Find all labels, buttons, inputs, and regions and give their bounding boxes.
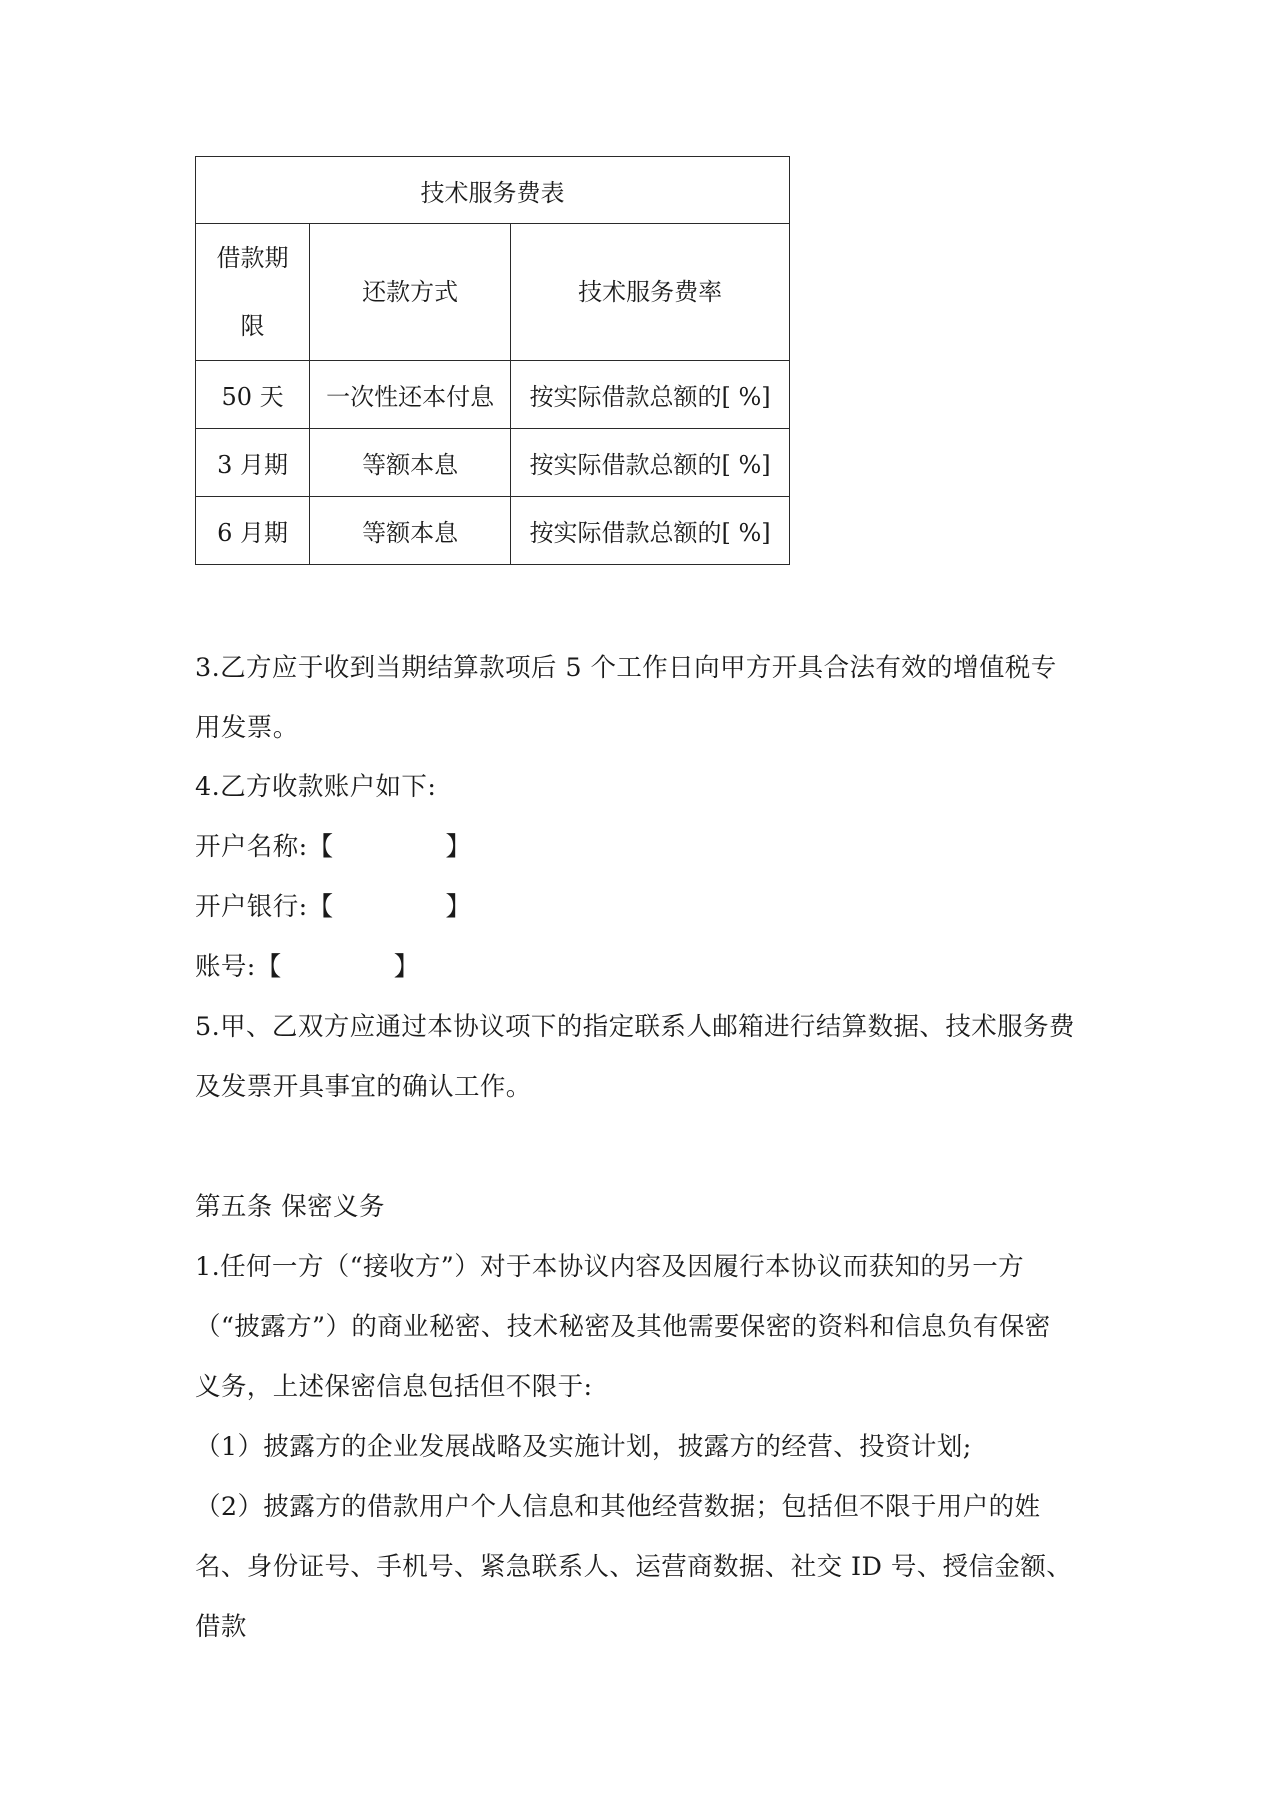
bracket-close: 】 xyxy=(445,832,472,862)
cell-method: 一次性还本付息 xyxy=(310,361,511,429)
tech-service-fee-table xyxy=(195,156,790,565)
cell-term: 6 月期 xyxy=(196,497,310,565)
bracket-close: 】 xyxy=(445,892,472,922)
cell-method: 等额本息 xyxy=(310,497,511,565)
article-5-item-2: （2）披露方的借款用户个人信息和其他经营数据；包括但不限于用户的姓名、身份证号、手机号、紧急联系人、运营商数据、社交 ID 号、授信金额、借款 xyxy=(195,1492,1073,1642)
cell-rate: 按实际借款总额的[ %] xyxy=(511,497,790,565)
cell-method: 等额本息 xyxy=(310,429,511,497)
header-fee-rate: 技术服务费率 xyxy=(511,224,790,361)
article-5-item-1: （1）披露方的企业发展战略及实施计划，披露方的经营、投资计划; xyxy=(195,1432,972,1462)
table-row xyxy=(196,361,790,429)
bank-label: 开户银行: xyxy=(195,892,308,922)
header-loan-term xyxy=(196,224,310,361)
table-header-row xyxy=(196,224,790,361)
table-row xyxy=(196,497,790,565)
bracket-open: 【 xyxy=(255,952,282,982)
account-number-line xyxy=(195,937,1075,997)
header-loan-term-label: 借款期限 xyxy=(216,244,289,340)
cell-term: 50 天 xyxy=(196,361,310,429)
cell-rate: 按实际借款总额的[ %] xyxy=(511,361,790,429)
bracket-close: 】 xyxy=(393,952,420,982)
clause-4-account-intro: 4.乙方收款账户如下: xyxy=(195,772,437,802)
bank-line xyxy=(195,877,1075,937)
table-row xyxy=(196,429,790,497)
cell-rate: 按实际借款总额的[ %] xyxy=(511,429,790,497)
table-title-row xyxy=(196,157,790,224)
clause-3-invoice: 3.乙方应于收到当期结算款项后 5 个工作日向甲方开具合法有效的增值税专用发票。 xyxy=(195,653,1057,743)
account-name-line xyxy=(195,817,1075,877)
article-5-clause-1: 1.任何一方（“接收方”）对于本协议内容及因履行本协议而获知的另一方（“披露方”）的商业秘密、技术秘密及其他需要保密的资料和信息负有保密义务，上述保密信息包括但不限于: xyxy=(195,1252,1051,1402)
cell-term: 3 月期 xyxy=(196,429,310,497)
bracket-open: 【 xyxy=(307,892,334,922)
account-number-label: 账号: xyxy=(195,952,256,982)
account-name-label: 开户名称: xyxy=(195,832,308,862)
clause-5-confirmation: 5.甲、乙双方应通过本协议项下的指定联系人邮箱进行结算数据、技术服务费及发票开具事宜的确认工作。 xyxy=(195,1012,1075,1102)
article-5-heading: 第五条 保密义务 xyxy=(195,1192,385,1222)
table-title: 技术服务费表 xyxy=(196,157,790,224)
bracket-open: 【 xyxy=(307,832,334,862)
header-repayment-method: 还款方式 xyxy=(310,224,511,361)
